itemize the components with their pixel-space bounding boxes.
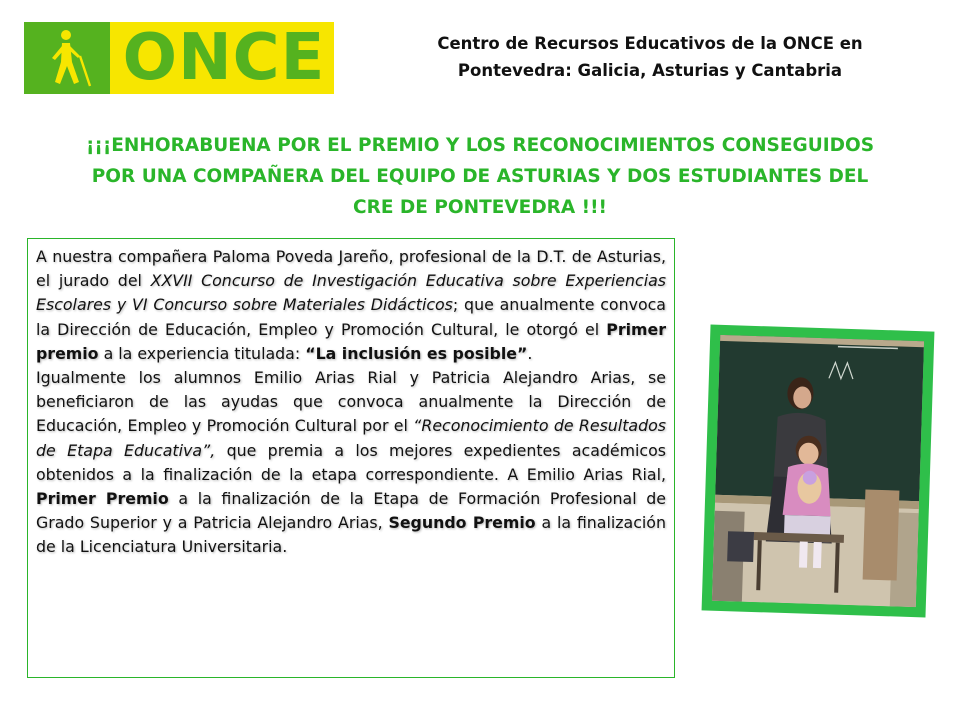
classroom-photo-frame [702, 325, 935, 618]
paragraph-1 [36, 245, 666, 366]
p1-text-d: . [527, 343, 533, 363]
p1-text-b: ; que anualmente convoca la Dirección de Educación, Empleo y Promoción Cultural, le otorgó el [36, 295, 666, 339]
blind-person-icon [24, 22, 110, 94]
header-line-1: Centro de Recursos Educativos de la ONCE en [437, 34, 863, 53]
p2-text-d: a la finalización de la Licenciatura Universitaria. [36, 513, 666, 557]
p1-prize: Primer premio [36, 319, 666, 363]
classroom-photo [712, 335, 924, 607]
header-title [360, 30, 940, 84]
header-line-2: Pontevedra: Galicia, Asturias y Cantabria [457, 61, 843, 80]
p2-text-b: que premia a los mejores expedientes académicos obtenidos a la finalización de la etapa correspondiente. A Emilio Arias Rial, [36, 440, 666, 484]
p1-contest-name: XXVII Concurso de Investigación Educativa sobre Experiencias Escolares y VI Concurso sobre Materiales Didácticos [36, 271, 666, 315]
headline [30, 130, 930, 223]
p2-second-prize: Segundo Premio [388, 513, 536, 533]
p2-recognition: “Reconocimiento de Resultados de Etapa Educativa”, [36, 416, 666, 460]
headline-line-1: ¡¡¡ENHORABUENA POR EL PREMIO Y LOS RECONOCIMIENTOS CONSEGUIDOS [85, 135, 875, 156]
headline-line-2: POR UNA COMPAÑERA DEL EQUIPO DE ASTURIAS Y DOS ESTUDIANTES DEL [91, 166, 869, 187]
article-text-box [27, 238, 675, 678]
logo-green-panel [24, 22, 110, 94]
p1-text-a: A nuestra compañera Paloma Poveda Jareño, profesional de la D.T. de Asturias, el jurado del [36, 247, 666, 291]
p2-first-prize: Primer Premio [36, 489, 169, 509]
p1-project-title: “La inclusión es posible” [305, 343, 528, 363]
logo-wordmark: ONCE [122, 22, 326, 94]
p2-text-c: a la finalización de la Etapa de Formación Profesional de Grado Superior y a Patricia Alejandro Arias, [36, 489, 667, 533]
paragraph-2 [36, 366, 666, 560]
once-logo [24, 22, 334, 94]
p2-text-a: Igualmente los alumnos Emilio Arias Rial y Patricia Alejandro Arias, se beneficiaron de las ayudas que convoca anualmente la Dirección de Educación, Empleo y Promoción Cultural por el [36, 368, 666, 436]
headline-line-3: CRE DE PONTEVEDRA !!! [353, 197, 607, 218]
p1-text-c: a la experiencia titulada: [98, 343, 306, 363]
